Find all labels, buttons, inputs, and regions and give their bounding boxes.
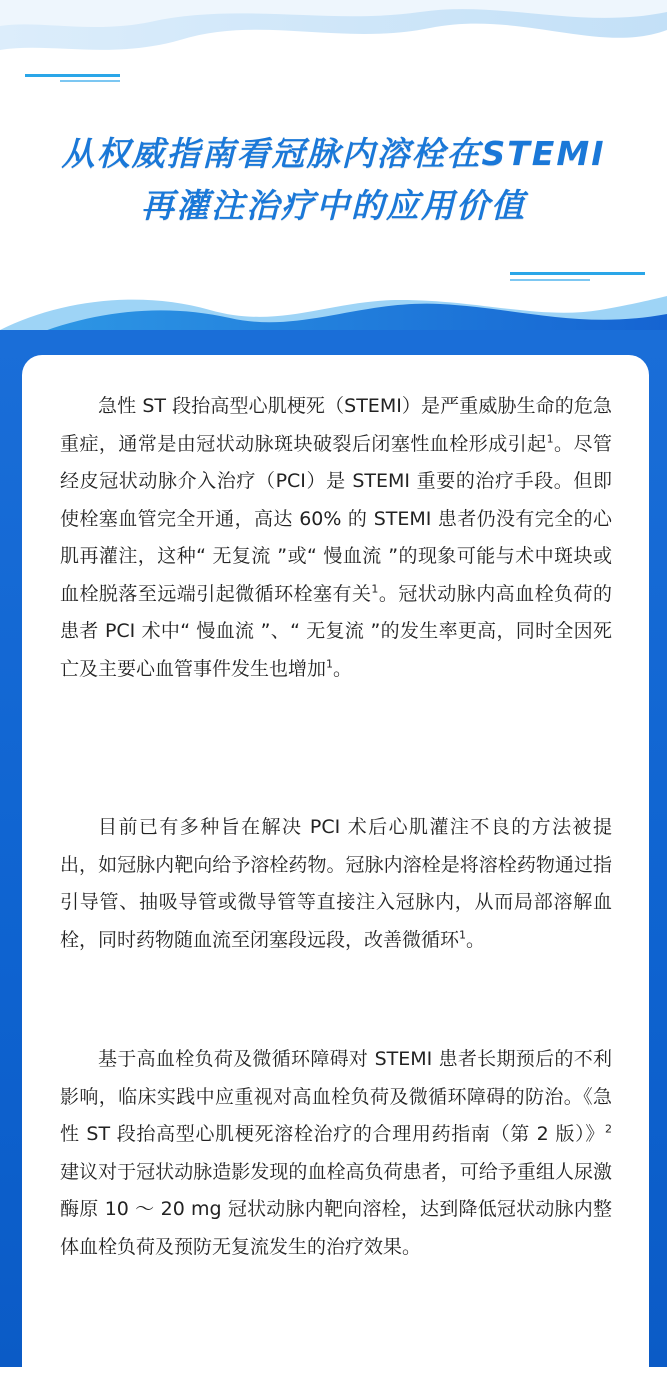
- paragraph-text-segment: 。: [333, 657, 353, 680]
- citation-superscript: 2: [605, 1122, 612, 1136]
- paragraph-text-segment: 建议对于冠状动脉造影发现的血栓高负荷患者，可给予重组人尿激酶原 10 ～ 20 mg 冠状动脉内靶向溶栓，达到降低冠状动脉内整体血栓负荷及预防无复流发生的治疗效果。: [60, 1160, 612, 1258]
- page-title-line-2: 再灌注治疗中的应用价值: [141, 186, 526, 225]
- decor-line-top-left-2: [60, 80, 120, 82]
- citation-superscript: 1: [546, 432, 554, 446]
- paragraph-text-segment: 急性 ST 段抬高型心肌梗死（STEMI）是严重威胁生命的危急重症，通常是由冠状动脉斑块破裂后闭塞性血栓形成引起: [60, 395, 612, 455]
- citation-superscript: 1: [326, 657, 334, 671]
- paragraph-text-segment: 目前已有多种旨在解决 PCI 术后心肌灌注不良的方法被提出，如冠脉内靶向给予溶栓药物。冠脉内溶栓是将溶栓药物通过指引导管、抽吸导管或微导管等直接注入冠脉内，从而局部溶解血栓，同时药物随血流至闭塞段远段，改善微循环: [60, 816, 612, 951]
- paragraph-text-segment: 。尽管经皮冠状动脉介入治疗（PCI）是 STEMI 重要的治疗手段。但即使栓塞血管完全开通，高达 60% 的 STEMI 患者仍没有完全的心肌再灌注，这种“ 无复流 ”或“ 慢血流 ”的现象可能与术中斑块或血栓脱落至远端引起微循环栓塞有关: [60, 432, 612, 605]
- page-title-line-1: 从权威指南看冠脉内溶栓在STEMI: [61, 134, 606, 173]
- citation-superscript: 1: [459, 928, 467, 942]
- paragraph-intro: [60, 388, 612, 688]
- decor-line-right-2: [510, 279, 590, 281]
- decor-line-right: [510, 272, 645, 275]
- decor-line-top-left: [25, 74, 120, 77]
- paragraph-text-segment: 基于高血栓负荷及微循环障碍对 STEMI 患者长期预后的不利影响，临床实践中应重视对高血栓负荷及微循环障碍的防治。《急性 ST 段抬高型心肌梗死溶栓治疗的合理用药指南（第 2 版）》: [60, 1048, 612, 1145]
- paragraph-methods: [60, 809, 612, 959]
- paragraph-text-segment: 。: [466, 928, 486, 951]
- paragraph-guideline: [60, 1041, 612, 1266]
- citation-superscript: 1: [371, 582, 379, 596]
- paragraph-text-segment: 。冠状动脉内高血栓负荷的患者 PCI 术中“ 慢血流 ”、“ 无复流 ”的发生率更高，同时全因死亡及主要心血管事件发生也增加: [60, 582, 612, 680]
